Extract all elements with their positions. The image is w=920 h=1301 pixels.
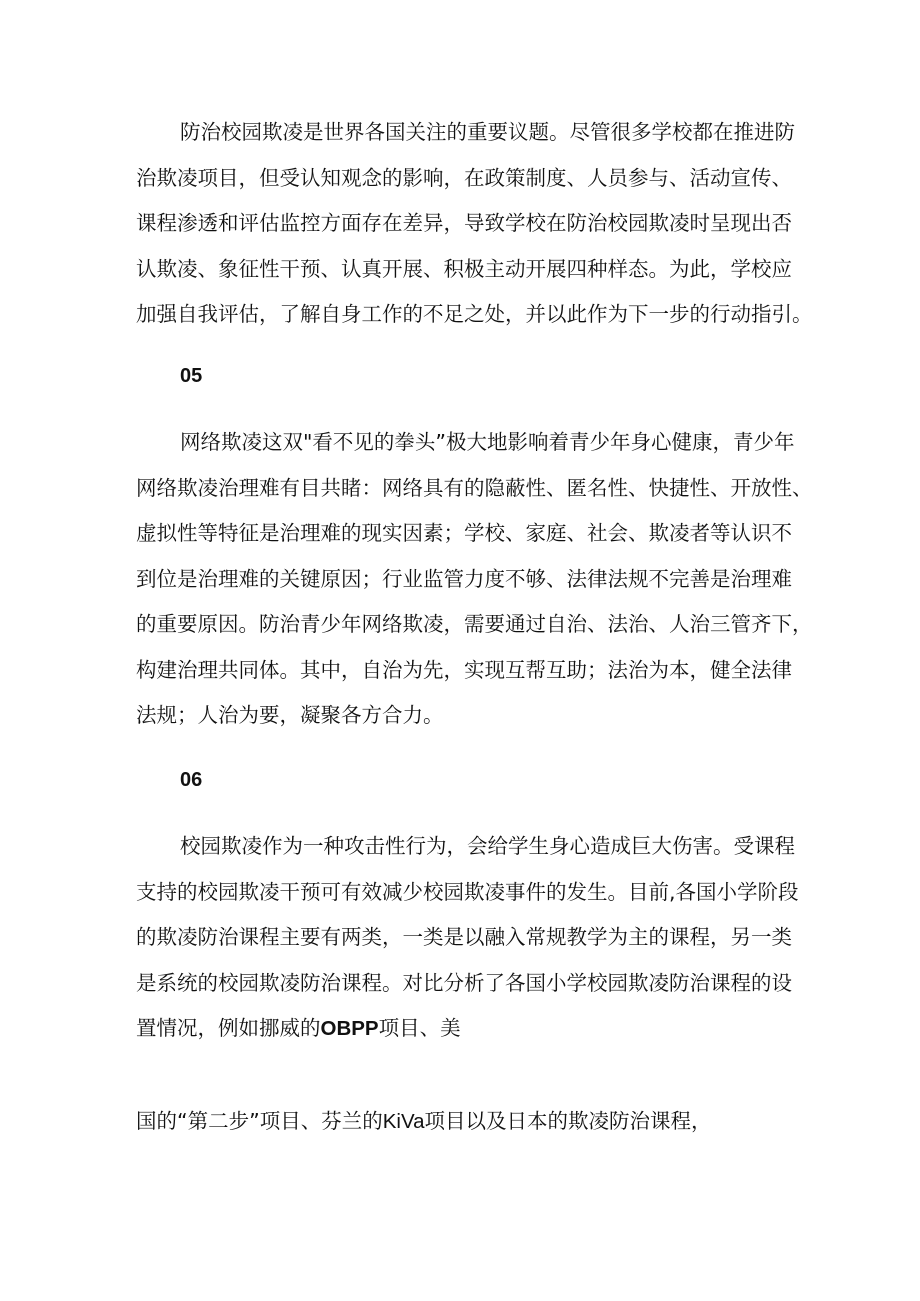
section-number-05: 05 [180, 365, 203, 387]
text-fragment: 置情况，例如挪威的 [136, 1016, 321, 1040]
text-line: 校园欺凌作为一种攻击性行为，会给学生身心造成巨大伤害。受课程 [180, 834, 795, 858]
text-line: 构建治理共同体。其中，自治为先，实现互帮互助；法治为本，健全法律 [136, 657, 792, 682]
paragraph-bullying-curriculum [136, 824, 799, 1052]
text-line: 的重要原因。防治青少年网络欺凌，需要通过自治、法治、人治三管齐下， [136, 612, 813, 636]
text-line: 虚拟性等特征是治理难的现实因素；学校、家庭、社会、欺凌者等认识不 [136, 521, 792, 545]
text-line-with-obpp [136, 1006, 796, 1052]
text-fragment: 项目以及日本的欺凌防治课程， [424, 1109, 712, 1133]
text-fragment: 项目、美 [378, 1016, 461, 1040]
section-number-06: 06 [180, 769, 203, 791]
paragraph-continuation [136, 1099, 796, 1145]
paragraph-school-bullying-prevention [136, 110, 813, 338]
text-line: 网络欺凌这双"看不见的拳头”极大地影响着青少年身心健康，青少年 [180, 430, 795, 454]
text-line: 课程渗透和评估监控方面存在差异，导致学校在防治校园欺凌时呈现出否 [136, 211, 792, 235]
text-line: 法规；人治为要，凝聚各方合力。 [136, 703, 444, 727]
text-line: 网络欺凌治理难有目共睹：网络具有的隐蔽性、匿名性、快捷性、开放性、 [136, 475, 813, 500]
text-line-with-kiva [136, 1099, 796, 1145]
text-line: 治欺凌项目，但受认知观念的影响，在政策制度、人员参与、活动宣传、 [136, 165, 792, 190]
text-line: 是系统的校园欺凌防治课程。对比分析了各国小学校园欺凌防治课程的设 [136, 970, 792, 995]
text-line: 防治校园欺凌是世界各国关注的重要议题。尽管很多学校都在推进防 [180, 120, 795, 144]
kiva-program-name: KiVa [382, 1110, 425, 1133]
obpp-program-name: OBPP [320, 1017, 379, 1040]
text-line: 加强自我评估，了解自身工作的不足之处，并以此作为下一步的行动指引。 [136, 302, 813, 326]
text-line: 的欺凌防治课程主要有两类，一类是以融入常规教学为主的课程，另一类 [136, 925, 792, 949]
text-fragment: 国的“第二步”项目、芬兰的 [136, 1109, 383, 1133]
text-line: 支持的校园欺凌干预可有效减少校园欺凌事件的发生。目前,各国小学阶段 [136, 879, 799, 904]
text-line: 认欺凌、象征性干预、认真开展、积极主动开展四种样态。为此，学校应 [136, 256, 792, 281]
paragraph-cyberbullying [136, 420, 813, 739]
text-line: 到位是治理难的关键原因；行业监管力度不够、法律法规不完善是治理难 [136, 566, 792, 591]
